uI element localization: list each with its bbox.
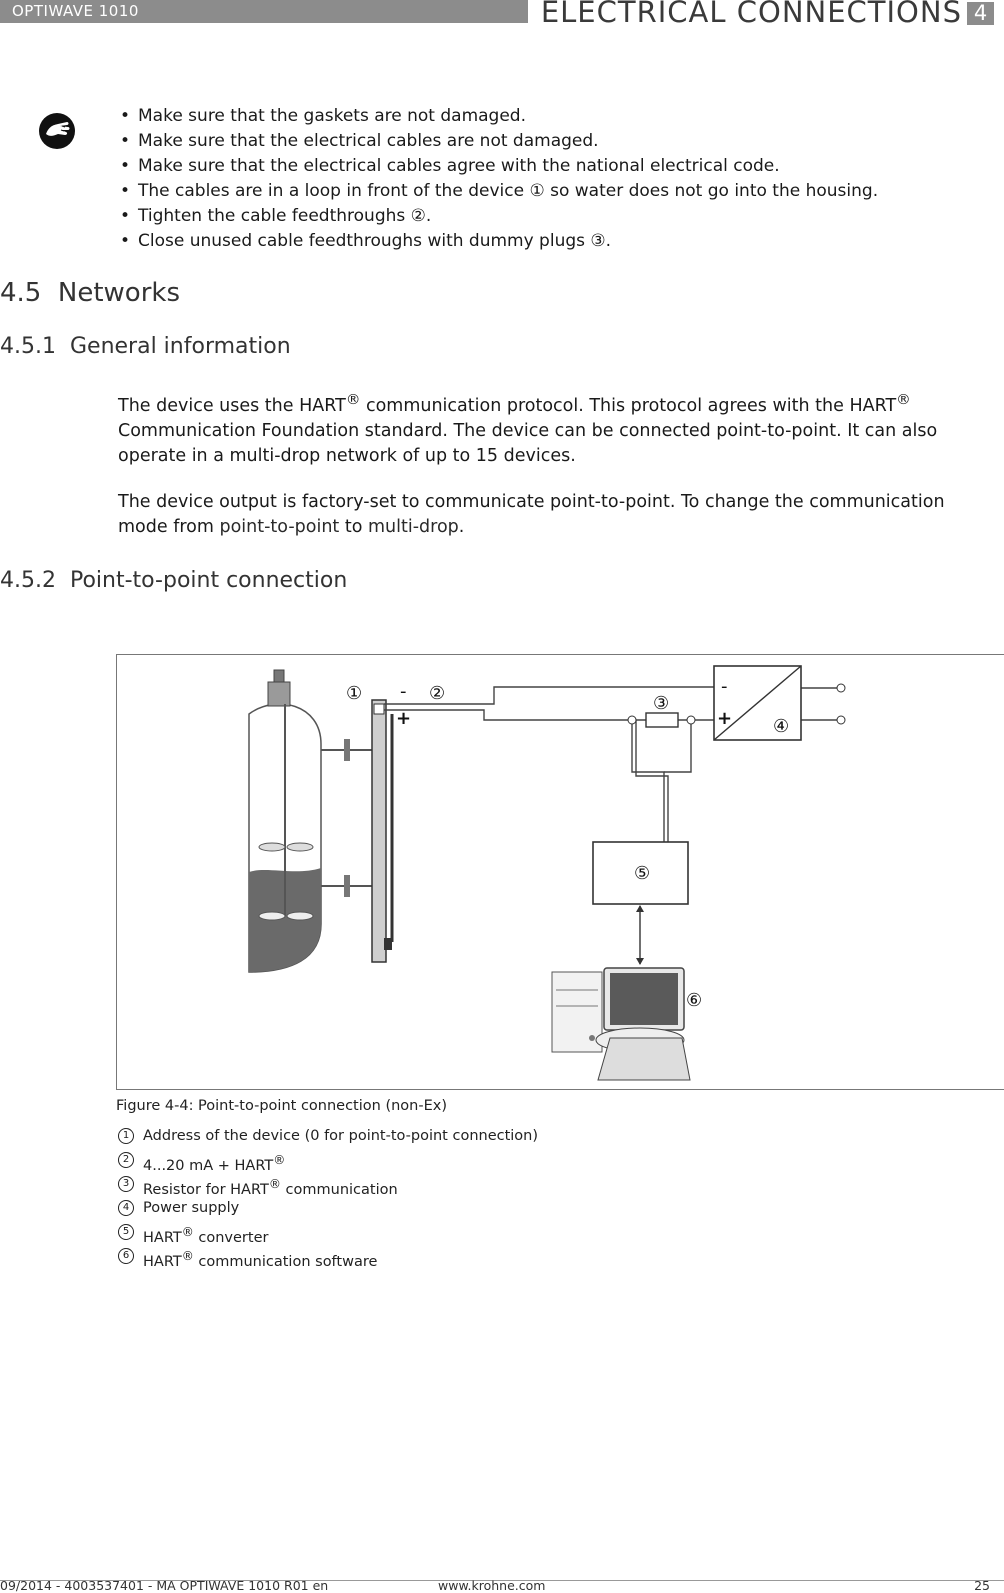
text-run: to (339, 517, 368, 537)
marker-4: ④ (773, 716, 790, 737)
marker-5: ⑤ (634, 863, 651, 884)
marker-6: ⑥ (686, 990, 703, 1011)
checklist-item: • Make sure that the electrical cables agree with the national electrical code. (118, 154, 878, 179)
header-product-bar (0, 0, 528, 23)
text-run: 4...20 mA + HART (143, 1157, 274, 1174)
header-chapter-number: 4 (967, 2, 994, 25)
subsection-number: 4.5.2 (0, 568, 56, 593)
minus-sign-supply: - (721, 676, 728, 697)
keyword-multi-drop: multi-drop (367, 517, 459, 537)
subsection-heading-general (0, 334, 291, 359)
header-section-title: ELECTRICAL CONNECTIONS (540, 0, 962, 29)
text-run: Communication Foundation standard. The device can be connected point-to-point. It can also operate in a multi-drop network of up to 15 devices. (118, 420, 938, 466)
subsection-number: 4.5.1 (0, 334, 56, 359)
text-run: Address of the device (0 for point-to-point connection) (143, 1128, 539, 1144)
subsection-title: General information (69, 334, 291, 359)
plus-sign-device: + (396, 708, 412, 729)
legend-number: 2 (118, 1152, 134, 1168)
checklist-item: • Tighten the cable feedthroughs ②. (118, 204, 878, 229)
terminal-dot (837, 684, 845, 692)
connection-diagram (116, 654, 1004, 1090)
section-number: 4.5 (0, 278, 42, 308)
legend-text (143, 1126, 538, 1146)
legend-number: 5 (118, 1224, 134, 1240)
legend-number: 3 (118, 1176, 134, 1192)
checklist (118, 104, 878, 254)
keyword-point-to-point: point-to-point (219, 517, 340, 537)
registered-mark: ® (345, 391, 361, 408)
text-run: communication software (193, 1253, 378, 1270)
registered-mark: ® (268, 1177, 281, 1191)
legend-text (143, 1174, 398, 1200)
section-heading (0, 278, 180, 308)
text-run: . (458, 517, 465, 537)
minus-sign-device: - (400, 681, 407, 702)
footer-website: www.krohne.com (438, 1578, 546, 1593)
hand-caution-icon (38, 112, 76, 150)
registered-mark: ® (181, 1249, 194, 1263)
checklist-item: • The cables are in a loop in front of the device ① so water does not go into the housing. (118, 179, 878, 204)
figure-caption: Figure 4-4: Point-to-point connection (non-Ex) (116, 1098, 447, 1114)
plus-sign-supply: + (717, 708, 733, 729)
text-run: converter (193, 1229, 269, 1246)
registered-mark: ® (181, 1225, 194, 1239)
marker-2: ② (429, 683, 446, 704)
checklist-item: • Make sure that the electrical cables are not damaged. (118, 129, 878, 154)
text-run: communication (280, 1181, 398, 1198)
marker-3: ③ (653, 693, 670, 714)
junction-dot (628, 716, 636, 724)
text-run: The device uses the HART (118, 395, 346, 416)
tank-illustration (249, 670, 372, 972)
text-run: HART (143, 1229, 182, 1246)
text-run: Power supply (143, 1200, 240, 1216)
section-title: Networks (57, 278, 180, 308)
text-run: Resistor for HART (143, 1181, 269, 1198)
legend-text (143, 1246, 377, 1272)
header-product: OPTIWAVE 1010 (12, 2, 139, 20)
level-gauge-device (372, 700, 392, 962)
legend-number: 4 (118, 1200, 134, 1216)
text-run: communication protocol. This protocol agrees with the HART (360, 395, 897, 416)
marker-1: ① (346, 683, 363, 704)
legend-text (143, 1198, 239, 1218)
terminal-dot (837, 716, 845, 724)
resistor-symbol (646, 713, 678, 727)
footer-page-number: 25 (974, 1578, 990, 1593)
text-run: The device output is factory-set to communicate point-to-point. To change the communication mode from (118, 492, 945, 537)
computer-illustration (552, 968, 690, 1080)
registered-mark: ® (896, 391, 911, 408)
general-info-paragraph-2 (118, 490, 988, 540)
registered-mark: ® (273, 1153, 286, 1167)
legend-number: 1 (118, 1128, 134, 1144)
legend-text (143, 1222, 268, 1248)
footer-doc-reference: 09/2014 - 4003537401 - MA OPTIWAVE 1010 R01 en (0, 1578, 329, 1593)
legend-text (143, 1150, 285, 1176)
general-info-paragraph-1 (118, 387, 988, 469)
legend-number: 6 (118, 1248, 134, 1264)
checklist-item: • Close unused cable feedthroughs with dummy plugs ③. (118, 229, 878, 254)
subsection-heading-point-to-point (0, 568, 347, 593)
subsection-title: Point-to-point connection (69, 568, 348, 593)
text-run: HART (143, 1253, 182, 1270)
junction-dot (687, 716, 695, 724)
checklist-item: • Make sure that the gaskets are not damaged. (118, 104, 878, 129)
